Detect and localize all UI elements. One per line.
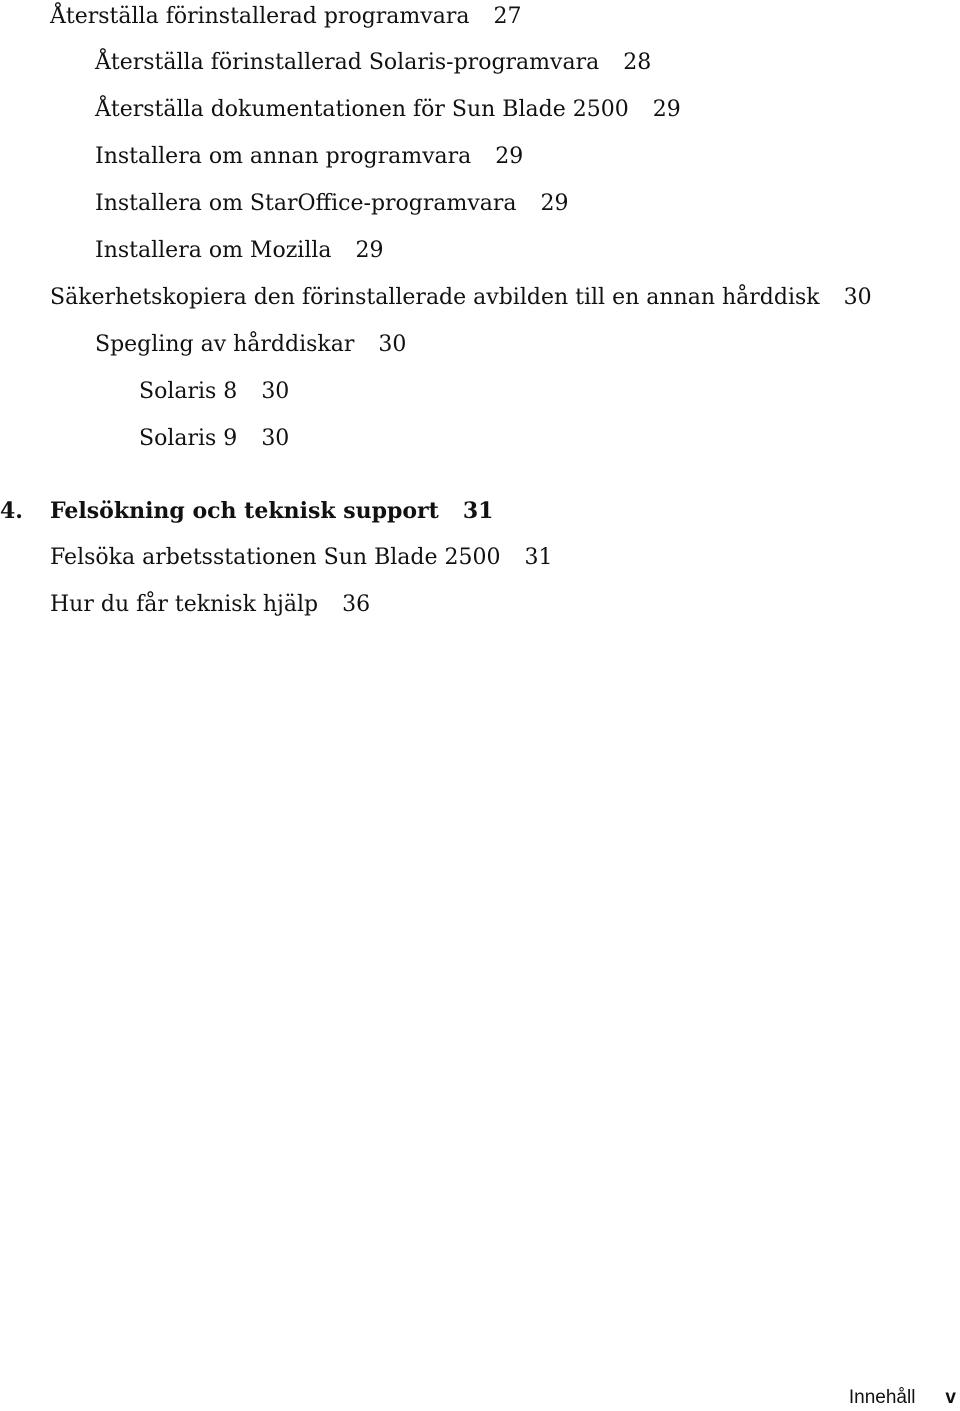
toc-entry[interactable]: [95, 142, 523, 172]
toc-entry-title: Hur du får teknisk hjälp: [50, 592, 319, 617]
toc-entry-page: 28: [623, 50, 652, 75]
page-footer: [849, 1385, 956, 1411]
toc-entry-page: 29: [652, 97, 681, 122]
toc-entry-title: Felsöka arbetsstationen Sun Blade 2500: [50, 545, 501, 570]
toc-entry[interactable]: [50, 543, 552, 573]
toc-entry-title: Säkerhetskopiera den förinstallerade avbilden till en annan hårddisk: [50, 285, 820, 310]
toc-entry[interactable]: [50, 590, 370, 620]
toc-entry[interactable]: [95, 95, 681, 125]
footer-label: Innehåll: [848, 1387, 916, 1408]
toc-entry-page: 29: [495, 144, 524, 169]
toc-entry-page: 30: [378, 332, 407, 357]
toc-entry[interactable]: [139, 377, 289, 407]
toc-entry-page: 31: [524, 545, 553, 570]
toc-entry-title: Installera om StarOffice-programvara: [95, 191, 517, 216]
toc-entry-title: Återställa förinstallerad programvara: [50, 4, 470, 29]
toc-entry-page: 30: [843, 285, 872, 310]
toc-entry-title: Installera om Mozilla: [95, 238, 332, 263]
toc-entry-page: 30: [261, 426, 290, 451]
toc-entry-title: Solaris 9: [139, 426, 238, 451]
toc-entry[interactable]: [50, 2, 521, 32]
toc-entry-page: 29: [355, 238, 384, 263]
toc-entry[interactable]: [95, 330, 406, 360]
toc-entry-title: Solaris 8: [139, 379, 238, 404]
toc-entry-title: Installera om annan programvara: [95, 144, 472, 169]
toc-entry-title: Spegling av hårddiskar: [95, 332, 355, 357]
chapter-number: 4.: [0, 498, 23, 524]
toc-entry-title: Återställa förinstallerad Solaris-programvara: [95, 50, 600, 75]
toc-chapter-heading[interactable]: [0, 496, 493, 526]
toc-entry-title: Återställa dokumentationen för Sun Blade 2500: [95, 97, 629, 122]
toc-entry-page: 29: [540, 191, 569, 216]
toc-entry-page: 36: [342, 592, 371, 617]
toc-entry[interactable]: [50, 283, 872, 313]
toc-entry-page: 30: [261, 379, 290, 404]
footer-page-number: v: [945, 1387, 956, 1408]
toc-entry[interactable]: [139, 424, 289, 454]
toc-entry[interactable]: [95, 236, 384, 266]
toc-entry-page: 27: [493, 4, 522, 29]
toc-entry[interactable]: [95, 189, 569, 219]
chapter-page: 31: [462, 498, 494, 524]
chapter-title: Felsökning och teknisk support: [50, 498, 439, 524]
toc-entry[interactable]: [95, 48, 651, 78]
